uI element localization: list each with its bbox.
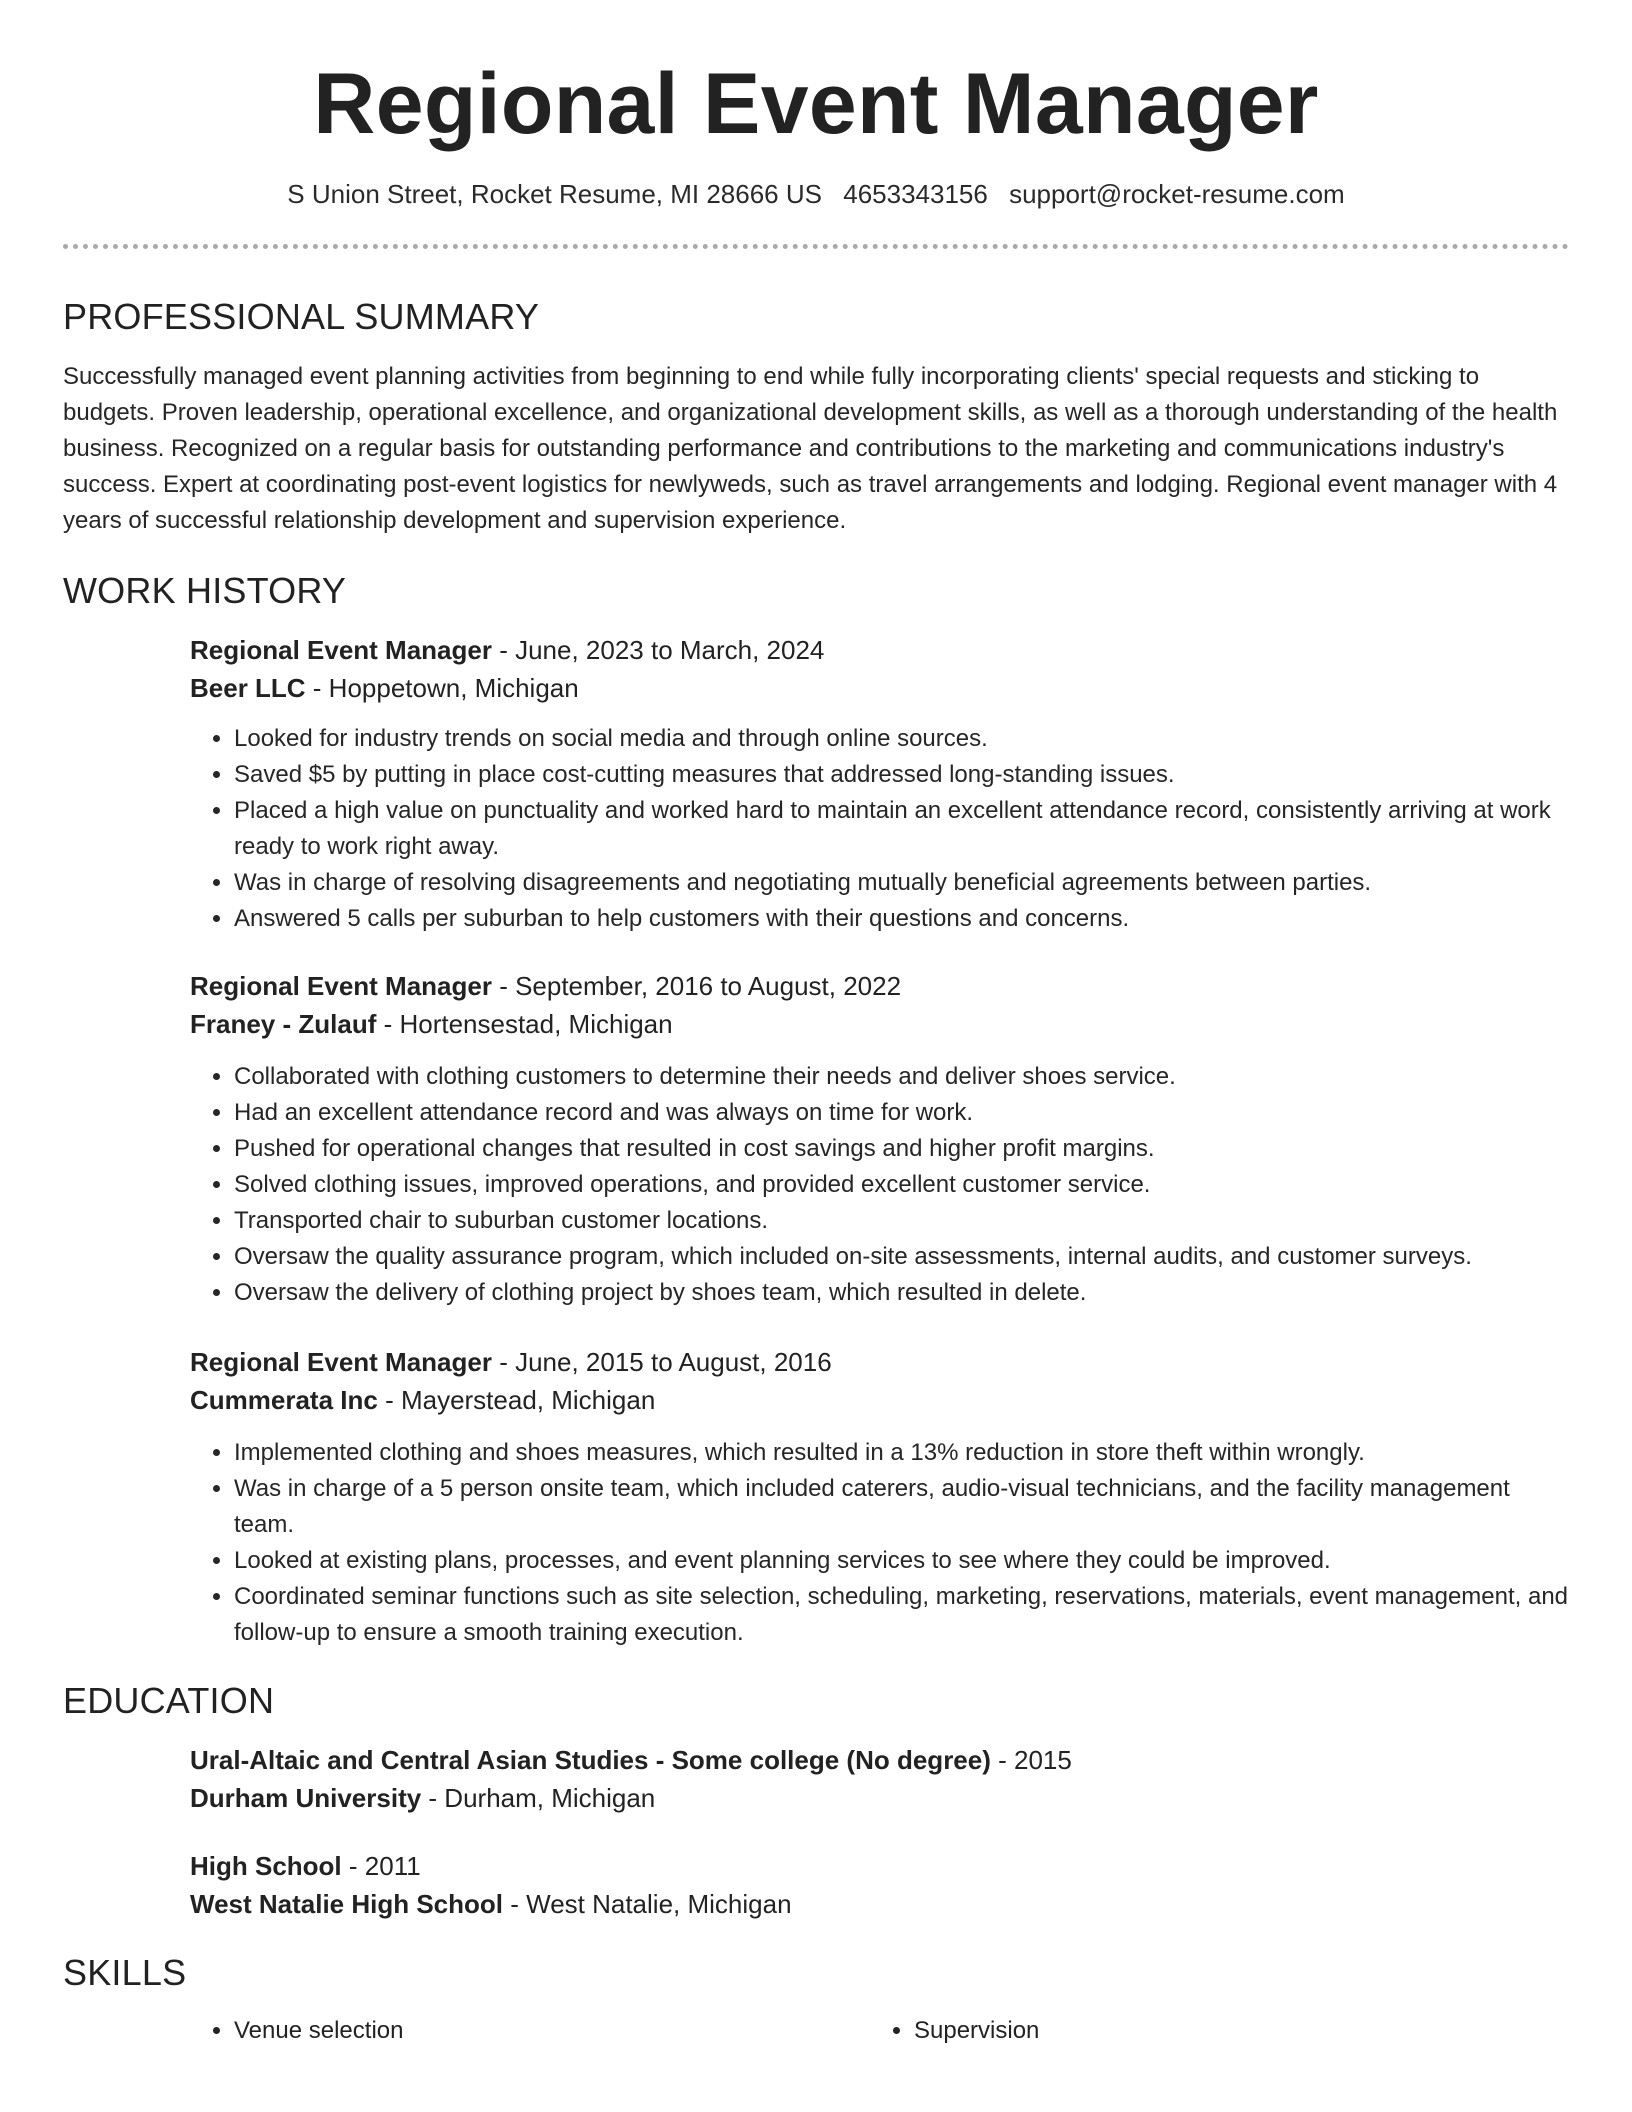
job-dates: - June, 2015 to August, 2016	[491, 1347, 832, 1377]
education-location: - West Natalie, Michigan	[503, 1889, 792, 1919]
list-item: • Looked for industry trends on social media and through online sources.	[234, 721, 1569, 757]
skills-column-right	[870, 2013, 1370, 2049]
job-bullets	[190, 1435, 1569, 1651]
education-degree: High School	[190, 1851, 342, 1881]
job-role: Regional Event Manager	[190, 1347, 492, 1377]
skills-column-left	[190, 2013, 870, 2049]
list-item: • Solved clothing issues, improved operations, and provided excellent customer service.	[234, 1167, 1569, 1203]
contact-address: S Union Street, Rocket Resume, MI 28666 US	[287, 179, 822, 209]
list-item: • Was in charge of resolving disagreements and negotiating mutually beneficial agreements between parties.	[234, 865, 1569, 901]
education-school: West Natalie High School	[190, 1889, 504, 1919]
list-item: • Pushed for operational changes that resulted in cost savings and higher profit margins.	[234, 1131, 1569, 1167]
summary-section	[63, 295, 1569, 539]
skills-heading: SKILLS	[63, 1952, 187, 1993]
education-degree: Ural-Altaic and Central Asian Studies - Some college (No degree)	[190, 1745, 991, 1775]
work-history-heading: WORK HISTORY	[63, 570, 347, 611]
education-heading: EDUCATION	[63, 1680, 275, 1721]
dotted-divider	[63, 244, 1569, 249]
job-role: Regional Event Manager	[190, 971, 492, 1001]
skills-section	[63, 1951, 1569, 2049]
education-school-line	[190, 1779, 1569, 1817]
list-item: • Placed a high value on punctuality and worked hard to maintain an excellent attendance record, consistently arriving at work ready to work right away.	[234, 793, 1569, 865]
summary-heading: PROFESSIONAL SUMMARY	[63, 296, 540, 337]
contact-email: support@rocket-resume.com	[1009, 179, 1345, 209]
job-company: Beer LLC	[190, 673, 306, 703]
page-title: Regional Event Manager	[313, 56, 1319, 152]
education-location: - Durham, Michigan	[421, 1783, 656, 1813]
job-location: - Hortensestad, Michigan	[376, 1009, 673, 1039]
job-company: Franey - Zulauf	[190, 1009, 377, 1039]
job-title-line	[190, 631, 1569, 669]
education-school-line	[190, 1885, 1569, 1923]
list-item: • Was in charge of a 5 person onsite team, which included caterers, audio-visual technicians, and the facility management team.	[234, 1471, 1569, 1543]
job-role: Regional Event Manager	[190, 635, 492, 665]
job-location: - Mayerstead, Michigan	[377, 1385, 656, 1415]
list-item: • Coordinated seminar functions such as site selection, scheduling, marketing, reservations, materials, event management, and follow-up to ensure a smooth training execution.	[234, 1579, 1569, 1651]
list-item: • Collaborated with clothing customers to determine their needs and deliver shoes service.	[234, 1059, 1569, 1095]
job-dates: - June, 2023 to March, 2024	[491, 635, 825, 665]
skills-grid	[190, 2013, 1569, 2049]
list-item: • Looked at existing plans, processes, and event planning services to see where they could be improved.	[234, 1543, 1569, 1579]
education-year: - 2011	[341, 1851, 421, 1881]
list-item: • Saved $5 by putting in place cost-cutting measures that addressed long-standing issues.	[234, 757, 1569, 793]
job-bullets	[190, 721, 1569, 937]
job-bullets	[190, 1059, 1569, 1311]
list-item: • Transported chair to suburban customer locations.	[234, 1203, 1569, 1239]
education-year: - 2015	[990, 1745, 1072, 1775]
list-item: • Answered 5 calls per suburban to help customers with their questions and concerns.	[234, 901, 1569, 937]
education-school: Durham University	[190, 1783, 422, 1813]
job-location: - Hoppetown, Michigan	[305, 673, 579, 703]
job-title-line	[190, 967, 1569, 1005]
education-degree-line	[190, 1741, 1569, 1779]
work-history-section	[63, 569, 1569, 1651]
contact-phone: 4653343156	[843, 179, 988, 209]
education-degree-line	[190, 1847, 1569, 1885]
job-company-line	[190, 1005, 1569, 1043]
list-item: • Oversaw the delivery of clothing project by shoes team, which resulted in delete.	[234, 1275, 1569, 1311]
education-section	[63, 1679, 1569, 1923]
job-entry	[190, 967, 1569, 1311]
job-title-line	[190, 1343, 1569, 1381]
job-entry	[190, 1343, 1569, 1651]
resume-header	[0, 0, 1632, 210]
list-item: • Implemented clothing and shoes measures, which resulted in a 13% reduction in store theft within wrongly.	[234, 1435, 1569, 1471]
list-item: • Supervision	[914, 2013, 1370, 2049]
job-dates: - September, 2016 to August, 2022	[491, 971, 902, 1001]
education-entry	[190, 1741, 1569, 1817]
list-item: • Had an excellent attendance record and was always on time for work.	[234, 1095, 1569, 1131]
education-entry	[190, 1847, 1569, 1923]
contact-line	[0, 178, 1632, 210]
job-company-line	[190, 1381, 1569, 1419]
job-company: Cummerata Inc	[190, 1385, 378, 1415]
job-company-line	[190, 669, 1569, 707]
summary-text: Successfully managed event planning activities from beginning to end while fully incorporating clients' special requests and sticking to budgets. Proven leadership, operational excellence, and organizational development skills, as well as a thorough understanding of the health business. Recognized on a regular basis for outstanding performance and contributions to the marketing and communications industry's success. Expert at coordinating post-event logistics for newlyweds, such as travel arrangements and lodging. Regional event manager with 4 years of successful relationship development and supervision experience.	[63, 363, 1558, 534]
list-item: • Oversaw the quality assurance program, which included on-site assessments, internal audits, and customer surveys.	[234, 1239, 1569, 1275]
job-entry	[190, 631, 1569, 937]
list-item: • Venue selection	[234, 2013, 870, 2049]
